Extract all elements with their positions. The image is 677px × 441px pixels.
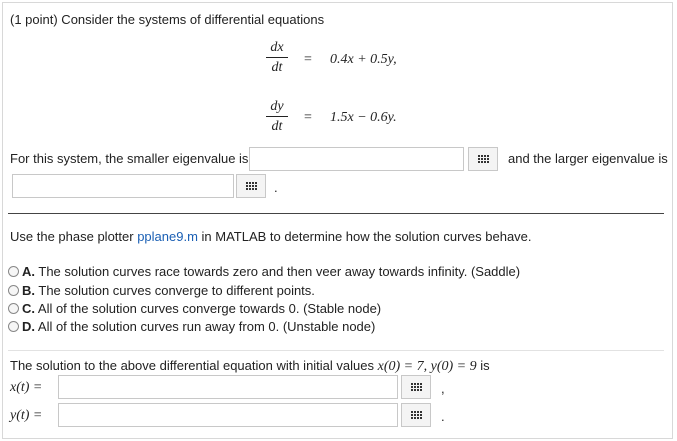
- phase-instruction: [10, 229, 532, 244]
- option-a-radio[interactable]: [8, 266, 19, 277]
- equation-editor-button[interactable]: [401, 403, 431, 427]
- larger-eigenvalue-label: and the larger eigenvalue is: [508, 151, 668, 166]
- equation-2-rhs: 1.5x − 0.6y.: [330, 110, 397, 125]
- pplane-link[interactable]: pplane9.m: [137, 229, 198, 244]
- equation-editor-button[interactable]: [236, 174, 266, 198]
- smaller-eigenvalue-input[interactable]: [249, 147, 464, 171]
- y-solution-input[interactable]: [58, 403, 398, 427]
- grid-icon: [478, 155, 489, 163]
- y-t-label: y(t) =: [10, 408, 43, 423]
- equation-1-rhs: 0.4x + 0.5y,: [330, 52, 397, 67]
- option-c-text[interactable]: C. All of the solution curves converge towards 0. (Stable node): [22, 301, 382, 316]
- numerator-dx: dx: [270, 40, 284, 55]
- initial-values: x(0) = 7, y(0) = 9: [377, 359, 477, 374]
- grid-icon: [246, 182, 257, 190]
- section-divider: [8, 213, 664, 214]
- numerator-dy: dy: [270, 99, 284, 114]
- option-d-text[interactable]: D. All of the solution curves run away from 0. (Unstable node): [22, 319, 376, 334]
- option-b-text[interactable]: B. The solution curves converge to different points.: [22, 283, 315, 298]
- equation-editor-button[interactable]: [401, 375, 431, 399]
- x-solution-input[interactable]: [58, 375, 398, 399]
- denominator-dt: dt: [271, 119, 283, 134]
- sentence-period: .: [441, 409, 445, 424]
- option-c-radio[interactable]: [8, 303, 19, 314]
- section-divider: [8, 350, 664, 351]
- larger-eigenvalue-input[interactable]: [12, 174, 234, 198]
- option-d-radio[interactable]: [8, 321, 19, 332]
- smaller-eigenvalue-label: For this system, the smaller eigenvalue is: [10, 151, 249, 166]
- problem-intro: (1 point) Consider the systems of differential equations: [10, 12, 325, 27]
- phase-prefix: Use the phase plotter: [10, 229, 138, 244]
- solution-prompt: The solution to the above differential equation with initial values x(0) = 7, y(0) = 9 is: [10, 358, 490, 374]
- sentence-period: .: [274, 180, 278, 195]
- option-b-radio[interactable]: [8, 285, 19, 296]
- equation-editor-button[interactable]: [468, 147, 498, 171]
- equals-sign-2: =: [304, 110, 312, 125]
- equals-sign-1: =: [304, 52, 312, 67]
- denominator-dt: dt: [271, 60, 283, 75]
- fraction-dy-dt: [266, 99, 288, 134]
- phase-suffix: in MATLAB to determine how the solution curves behave.: [197, 229, 532, 244]
- grid-icon: [411, 383, 422, 391]
- x-t-label: x(t) =: [10, 380, 43, 395]
- option-a-text[interactable]: A. The solution curves race towards zero and then veer away towards infinity. (Saddle): [22, 264, 521, 279]
- fraction-dx-dt: [266, 40, 288, 75]
- comma: ,: [441, 381, 445, 396]
- grid-icon: [411, 411, 422, 419]
